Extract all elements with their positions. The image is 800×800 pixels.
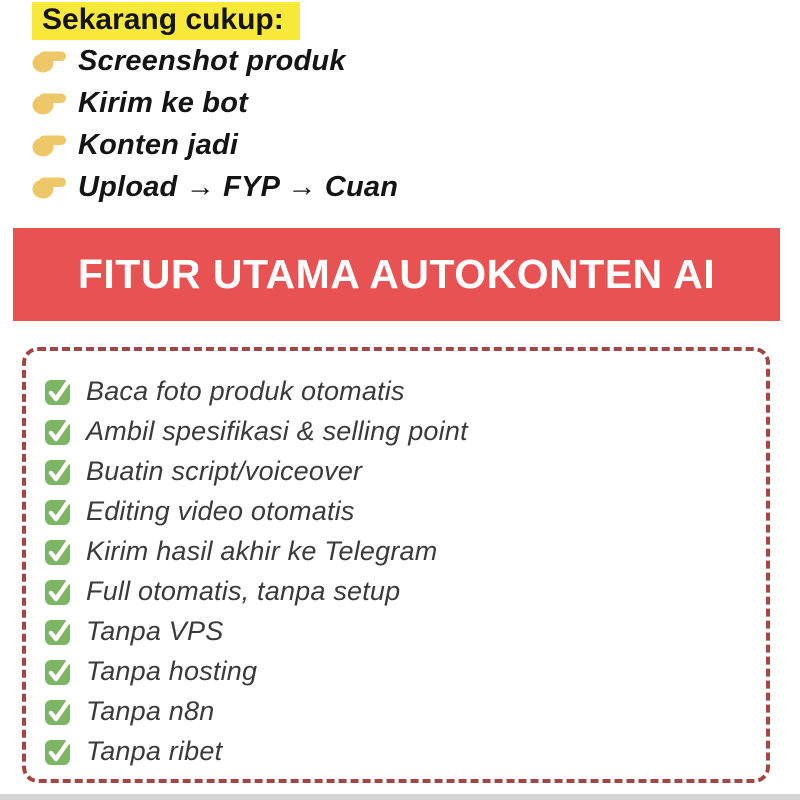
feature-item — [44, 731, 766, 771]
list-item — [32, 166, 772, 208]
feature-label: Kirim hasil akhir ke Telegram — [86, 535, 438, 566]
feature-item — [44, 651, 766, 691]
checkmark-icon — [44, 736, 74, 766]
feature-label: Baca foto produk otomatis — [86, 375, 405, 406]
feature-item — [44, 491, 766, 531]
banner-title: FITUR UTAMA AUTOKONTEN AI — [77, 251, 716, 297]
feature-label: Editing video otomatis — [86, 495, 355, 526]
feature-item — [44, 691, 766, 731]
intro-item-label: Kirim ke bot — [78, 86, 248, 119]
list-item — [32, 40, 772, 82]
checkmark-icon — [44, 496, 74, 526]
pointing-finger-icon — [32, 174, 68, 200]
feature-label: Tanpa ribet — [86, 735, 223, 766]
feature-item — [44, 531, 766, 571]
list-item — [32, 82, 772, 124]
feature-label: Ambil spesifikasi & selling point — [86, 415, 468, 446]
checkmark-icon — [44, 576, 74, 606]
feature-item — [44, 571, 766, 611]
intro-item-label: Screenshot produk — [78, 44, 346, 77]
features-box — [22, 347, 770, 783]
pointing-finger-icon — [32, 48, 68, 74]
feature-label: Buatin script/voiceover — [86, 455, 363, 486]
feature-item — [44, 411, 766, 451]
feature-label: Full otomatis, tanpa setup — [86, 575, 401, 606]
list-item — [32, 124, 772, 166]
checkmark-icon — [44, 376, 74, 406]
bottom-edge-strip — [0, 794, 800, 800]
headline-row — [32, 2, 772, 40]
intro-section — [32, 0, 772, 208]
checkmark-icon — [44, 656, 74, 686]
checkmark-icon — [44, 696, 74, 726]
feature-item — [44, 611, 766, 651]
checkmark-icon — [44, 536, 74, 566]
intro-item-label: Upload → FYP → Cuan — [78, 170, 399, 203]
checkmark-icon — [44, 456, 74, 486]
pointing-finger-icon — [32, 132, 68, 158]
feature-label: Tanpa hosting — [86, 655, 258, 686]
section-heading: Sekarang cukup: — [32, 2, 300, 40]
intro-item-label: Konten jadi — [78, 128, 239, 161]
checkmark-icon — [44, 616, 74, 646]
feature-item — [44, 451, 766, 491]
checkmark-icon — [44, 416, 74, 446]
feature-label: Tanpa VPS — [86, 615, 224, 646]
banner — [13, 228, 780, 321]
pointing-finger-icon — [32, 90, 68, 116]
feature-label: Tanpa n8n — [86, 695, 215, 726]
feature-item — [44, 371, 766, 411]
